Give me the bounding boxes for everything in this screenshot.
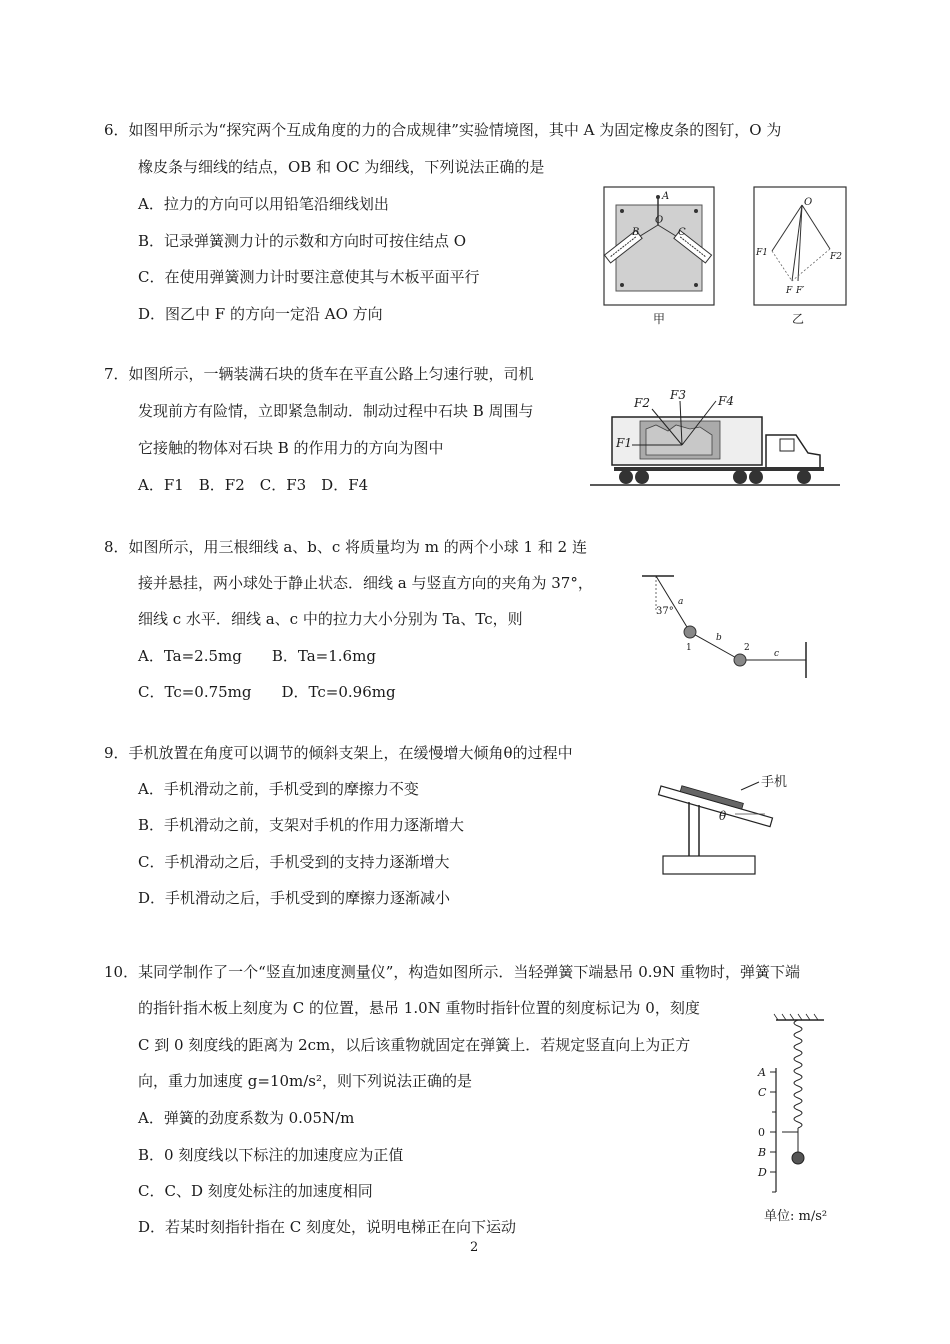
q6-yi-label-f2: F2 [830,252,842,262]
q8-label-2: 2 [744,643,750,653]
q6-option-d: D．图乙中 F 的方向一定沿 AO 方向 [138,305,383,323]
q10-stem-line2: 的指针指木板上刻度为 C 的位置，悬吊 1.0N 重物时指针位置的刻度标记为 0，刻度 [138,999,700,1017]
q8-stem-line2: 接并悬挂，两小球处于静止状态．细线 a 与竖直方向的夹角为 37°， [138,574,593,592]
q7-truck-figure [590,385,840,495]
q10-label-a: A [758,1066,766,1079]
q6-yi-label-f: F [786,286,793,296]
q8-angle-label: 37° [656,606,674,617]
q8-stem-line3: 细线 c 水平．细线 a、c 中的拉力大小分别为 Ta、Tc，则 [138,610,523,628]
q8-options-row1: A．Ta=2.5mg B．Ta=1.6mg [138,647,376,665]
q7-stem-line2: 发现前方有险情，立即紧急制动．制动过程中石块 B 周围与 [138,402,534,420]
q9-stand-figure [655,768,805,880]
q9-option-c: C．手机滑动之后，手机受到的支持力逐渐增大 [138,853,450,871]
q6-yi-label-fprime: F′ [796,286,805,296]
q10-label-b: B [758,1146,767,1159]
q6-yi-label-o: O [804,197,813,208]
q10-label-c: C [758,1086,767,1099]
q7-label-f4: F4 [718,394,734,408]
q6-jia-label-b: B [632,227,640,238]
q9-option-b: B．手机滑动之前，支架对手机的作用力逐渐增大 [138,816,465,834]
q6-yi-label-f1: F1 [756,248,768,258]
q10-option-c: C．C、D 刻度处标注的加速度相同 [138,1182,373,1200]
q7-stem-line3: 它接触的物体对石块 B 的作用力的方向为图中 [138,439,444,457]
q6-yi-caption: 乙 [792,312,805,326]
q10-label-d: D [758,1166,767,1179]
q10-unit-label: 单位: m/s² [764,1209,828,1224]
q10-option-a: A．弹簧的劲度系数为 0.05N/m [138,1109,355,1127]
q6-stem-line2: 橡皮条与细线的结点，OB 和 OC 为细线，下列说法正确的是 [138,158,545,176]
q7-stem-line1: 7．如图所示，一辆装满石块的货车在平直公路上匀速行驶，司机 [104,365,534,383]
q7-label-f2: F2 [634,396,650,410]
q6-option-b: B．记录弹簧测力计的示数和方向时可按住结点 O [138,232,467,250]
page-number: 2 [470,1240,479,1255]
q9-option-a: A．手机滑动之前，手机受到的摩擦力不变 [138,780,419,798]
q9-theta-label: θ [719,809,727,823]
q8-label-a: a [678,597,684,607]
q9-phone-label: 手机 [761,775,788,790]
q7-options: A．F1 B．F2 C．F3 D．F4 [138,476,369,494]
q6-option-c: C．在使用弹簧测力计时要注意使其与木板平面平行 [138,268,480,286]
q6-jia-label-o: O [655,215,664,226]
q6-option-a: A．拉力的方向可以用铅笔沿细线划出 [138,195,389,213]
q8-figure [640,570,820,685]
q10-stem-line1: 10．某同学制作了一个“竖直加速度测量仪”，构造如图所示．当轻弹簧下端悬吊 0.9N 重物时，弹簧下端 [104,963,800,981]
q6-figure-yi [750,183,850,328]
q10-option-d: D．若某时刻指针指在 C 刻度处，说明电梯正在向下运动 [138,1218,517,1236]
q6-stem-line1: 6．如图甲所示为“探究两个互成角度的力的合成规律”实验情境图，其中 A 为固定橡皮条的图钉，O 为 [104,121,782,139]
q8-options-row2: C．Tc=0.75mg D．Tc=0.96mg [138,683,396,701]
q6-jia-label-c: C [678,227,686,238]
q7-label-f1: F1 [616,436,632,450]
q8-label-b: b [716,633,722,643]
q6-figure-jia [600,183,720,328]
q7-label-f3: F3 [670,388,686,402]
q8-stem-line1: 8．如图所示，用三根细线 a、b、c 将质量均为 m 的两个小球 1 和 2 连 [104,538,587,556]
q9-option-d: D．手机滑动之后，手机受到的摩擦力逐渐减小 [138,889,451,907]
q10-option-b: B．0 刻度线以下标注的加速度应为正值 [138,1146,404,1164]
q10-label-0: 0 [758,1126,765,1139]
q6-jia-label-a: A [662,191,670,202]
q6-jia-caption: 甲 [653,312,666,326]
q8-label-1: 1 [686,643,692,653]
q9-stem: 9．手机放置在角度可以调节的倾斜支架上，在缓慢增大倾角θ的过程中 [104,744,573,762]
q10-stem-line4: 向，重力加速度 g=10m/s²，则下列说法正确的是 [138,1072,473,1090]
q8-label-c: c [774,649,780,659]
q10-spring-figure [748,1008,848,1238]
q10-stem-line3: C 到 0 刻度线的距离为 2cm，以后该重物就固定在弹簧上．若规定竖直向上为正方 [138,1036,691,1054]
